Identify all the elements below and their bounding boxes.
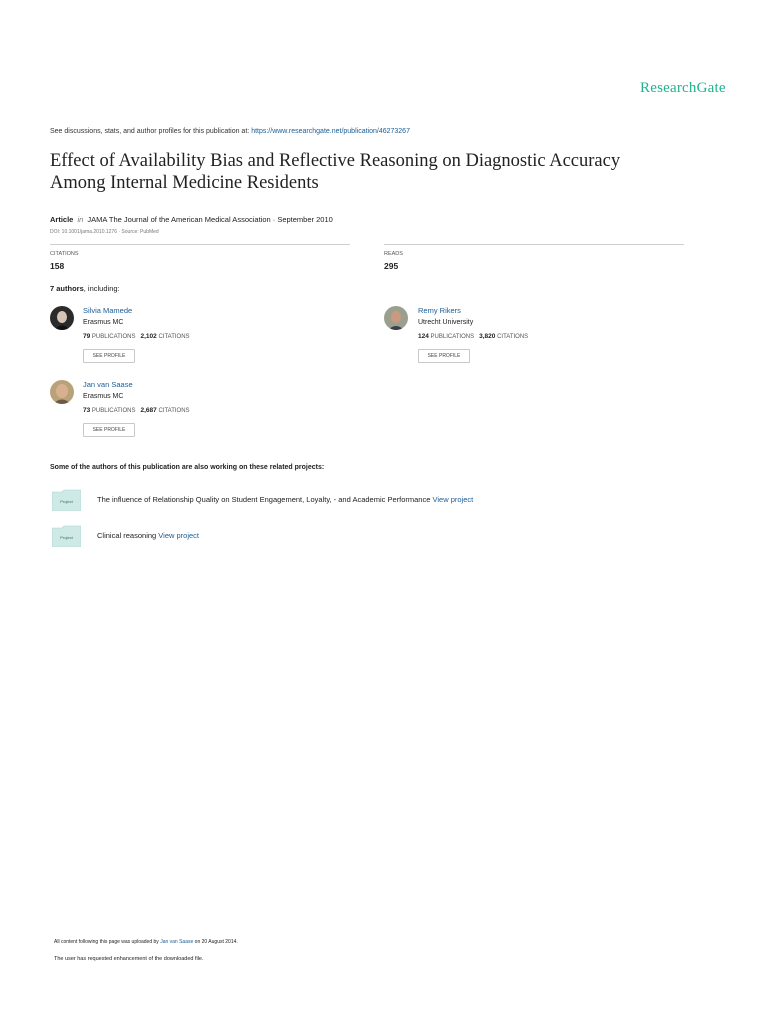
- reads-value: 295: [384, 261, 399, 271]
- project-icon-label: Project: [60, 499, 73, 504]
- publication-url-link[interactable]: https://www.researchgate.net/publication/46273267: [251, 128, 410, 135]
- upload-suffix: on 20 August 2014.: [194, 939, 238, 945]
- publications-count: 124: [418, 333, 429, 340]
- view-project-link[interactable]: View project: [432, 495, 474, 504]
- author-stats: [83, 407, 190, 414]
- see-profile-button[interactable]: SEE PROFILE: [83, 349, 135, 363]
- publications-label: PUBLICATIONS: [430, 334, 475, 340]
- see-discussions-text: See discussions, stats, and author profiles for this publication at:: [50, 128, 250, 135]
- see-discussions-line: [50, 128, 410, 135]
- authors-count: 7 authors: [50, 284, 84, 293]
- avatar-silvia-mamede[interactable]: [50, 306, 74, 330]
- author-name-silvia-mamede[interactable]: Silvia Mamede: [83, 306, 133, 315]
- author-institution: Erasmus MC: [83, 319, 124, 326]
- upload-prefix: All content following this page was uploaded by: [54, 939, 159, 945]
- citations-label: CITATIONS: [158, 334, 190, 340]
- author-institution: Utrecht University: [418, 319, 474, 326]
- author-stats: [418, 333, 528, 340]
- publications-label: PUBLICATIONS: [91, 408, 136, 414]
- in-word: in: [77, 215, 84, 224]
- related-projects-heading: Some of the authors of this publication are also working on these related projects:: [50, 464, 325, 471]
- author-name-jan-van-saase[interactable]: Jan van Saase: [83, 380, 133, 389]
- journal-info: JAMA The Journal of the American Medical Association · September 2010: [87, 215, 333, 224]
- title-line-1: Effect of Availability Bias and Reflective Reasoning on Diagnostic Accuracy: [50, 151, 621, 171]
- publication-type: Article: [50, 215, 74, 224]
- author-institution: Erasmus MC: [83, 393, 124, 400]
- publications-count: 73: [83, 407, 91, 414]
- project-title: The influence of Relationship Quality on Student Engagement, Loyalty, - and Academic Performance: [97, 495, 431, 504]
- researchgate-logo[interactable]: ResearchGate: [640, 80, 726, 96]
- project-title: Clinical reasoning: [97, 531, 157, 540]
- publications-count: 79: [83, 333, 91, 340]
- avatar-jan-van-saase[interactable]: [50, 380, 74, 404]
- divider-right: [384, 244, 684, 245]
- publication-title: [50, 150, 710, 194]
- citations-count: 3,820: [479, 333, 496, 340]
- citations-count: 2,687: [140, 407, 157, 414]
- authors-suffix: , including:: [83, 284, 120, 293]
- authors-heading: [50, 284, 120, 293]
- doi-source: DOI: 10.1001/jama.2010.1276 · Source: PubMed: [50, 229, 159, 235]
- citations-value: 158: [50, 261, 65, 271]
- related-project-item: [97, 495, 473, 504]
- upload-note: [54, 939, 238, 945]
- see-profile-button[interactable]: SEE PROFILE: [83, 423, 135, 437]
- title-line-2: Among Internal Medicine Residents: [50, 173, 319, 193]
- citations-label: CITATIONS: [497, 334, 529, 340]
- see-profile-button[interactable]: SEE PROFILE: [418, 349, 470, 363]
- avatar-remy-rikers[interactable]: [384, 306, 408, 330]
- related-project-item: [97, 531, 199, 540]
- publications-label: PUBLICATIONS: [91, 334, 136, 340]
- citations-label: CITATIONS: [158, 408, 190, 414]
- publication-meta: [50, 215, 333, 224]
- enhancement-note: The user has requested enhancement of the downloaded file.: [54, 956, 204, 962]
- divider-left: [50, 244, 350, 245]
- author-stats: [83, 333, 190, 340]
- project-folder-icon: [52, 489, 81, 509]
- project-icon-label: Project: [60, 535, 73, 540]
- author-name-remy-rikers[interactable]: Remy Rikers: [418, 306, 461, 315]
- uploader-link[interactable]: Jan van Saase: [160, 939, 194, 945]
- project-folder-icon: [52, 525, 81, 545]
- citations-label: CITATIONS: [50, 251, 79, 257]
- citations-count: 2,102: [140, 333, 157, 340]
- view-project-link[interactable]: View project: [158, 531, 200, 540]
- reads-label: READS: [384, 251, 403, 257]
